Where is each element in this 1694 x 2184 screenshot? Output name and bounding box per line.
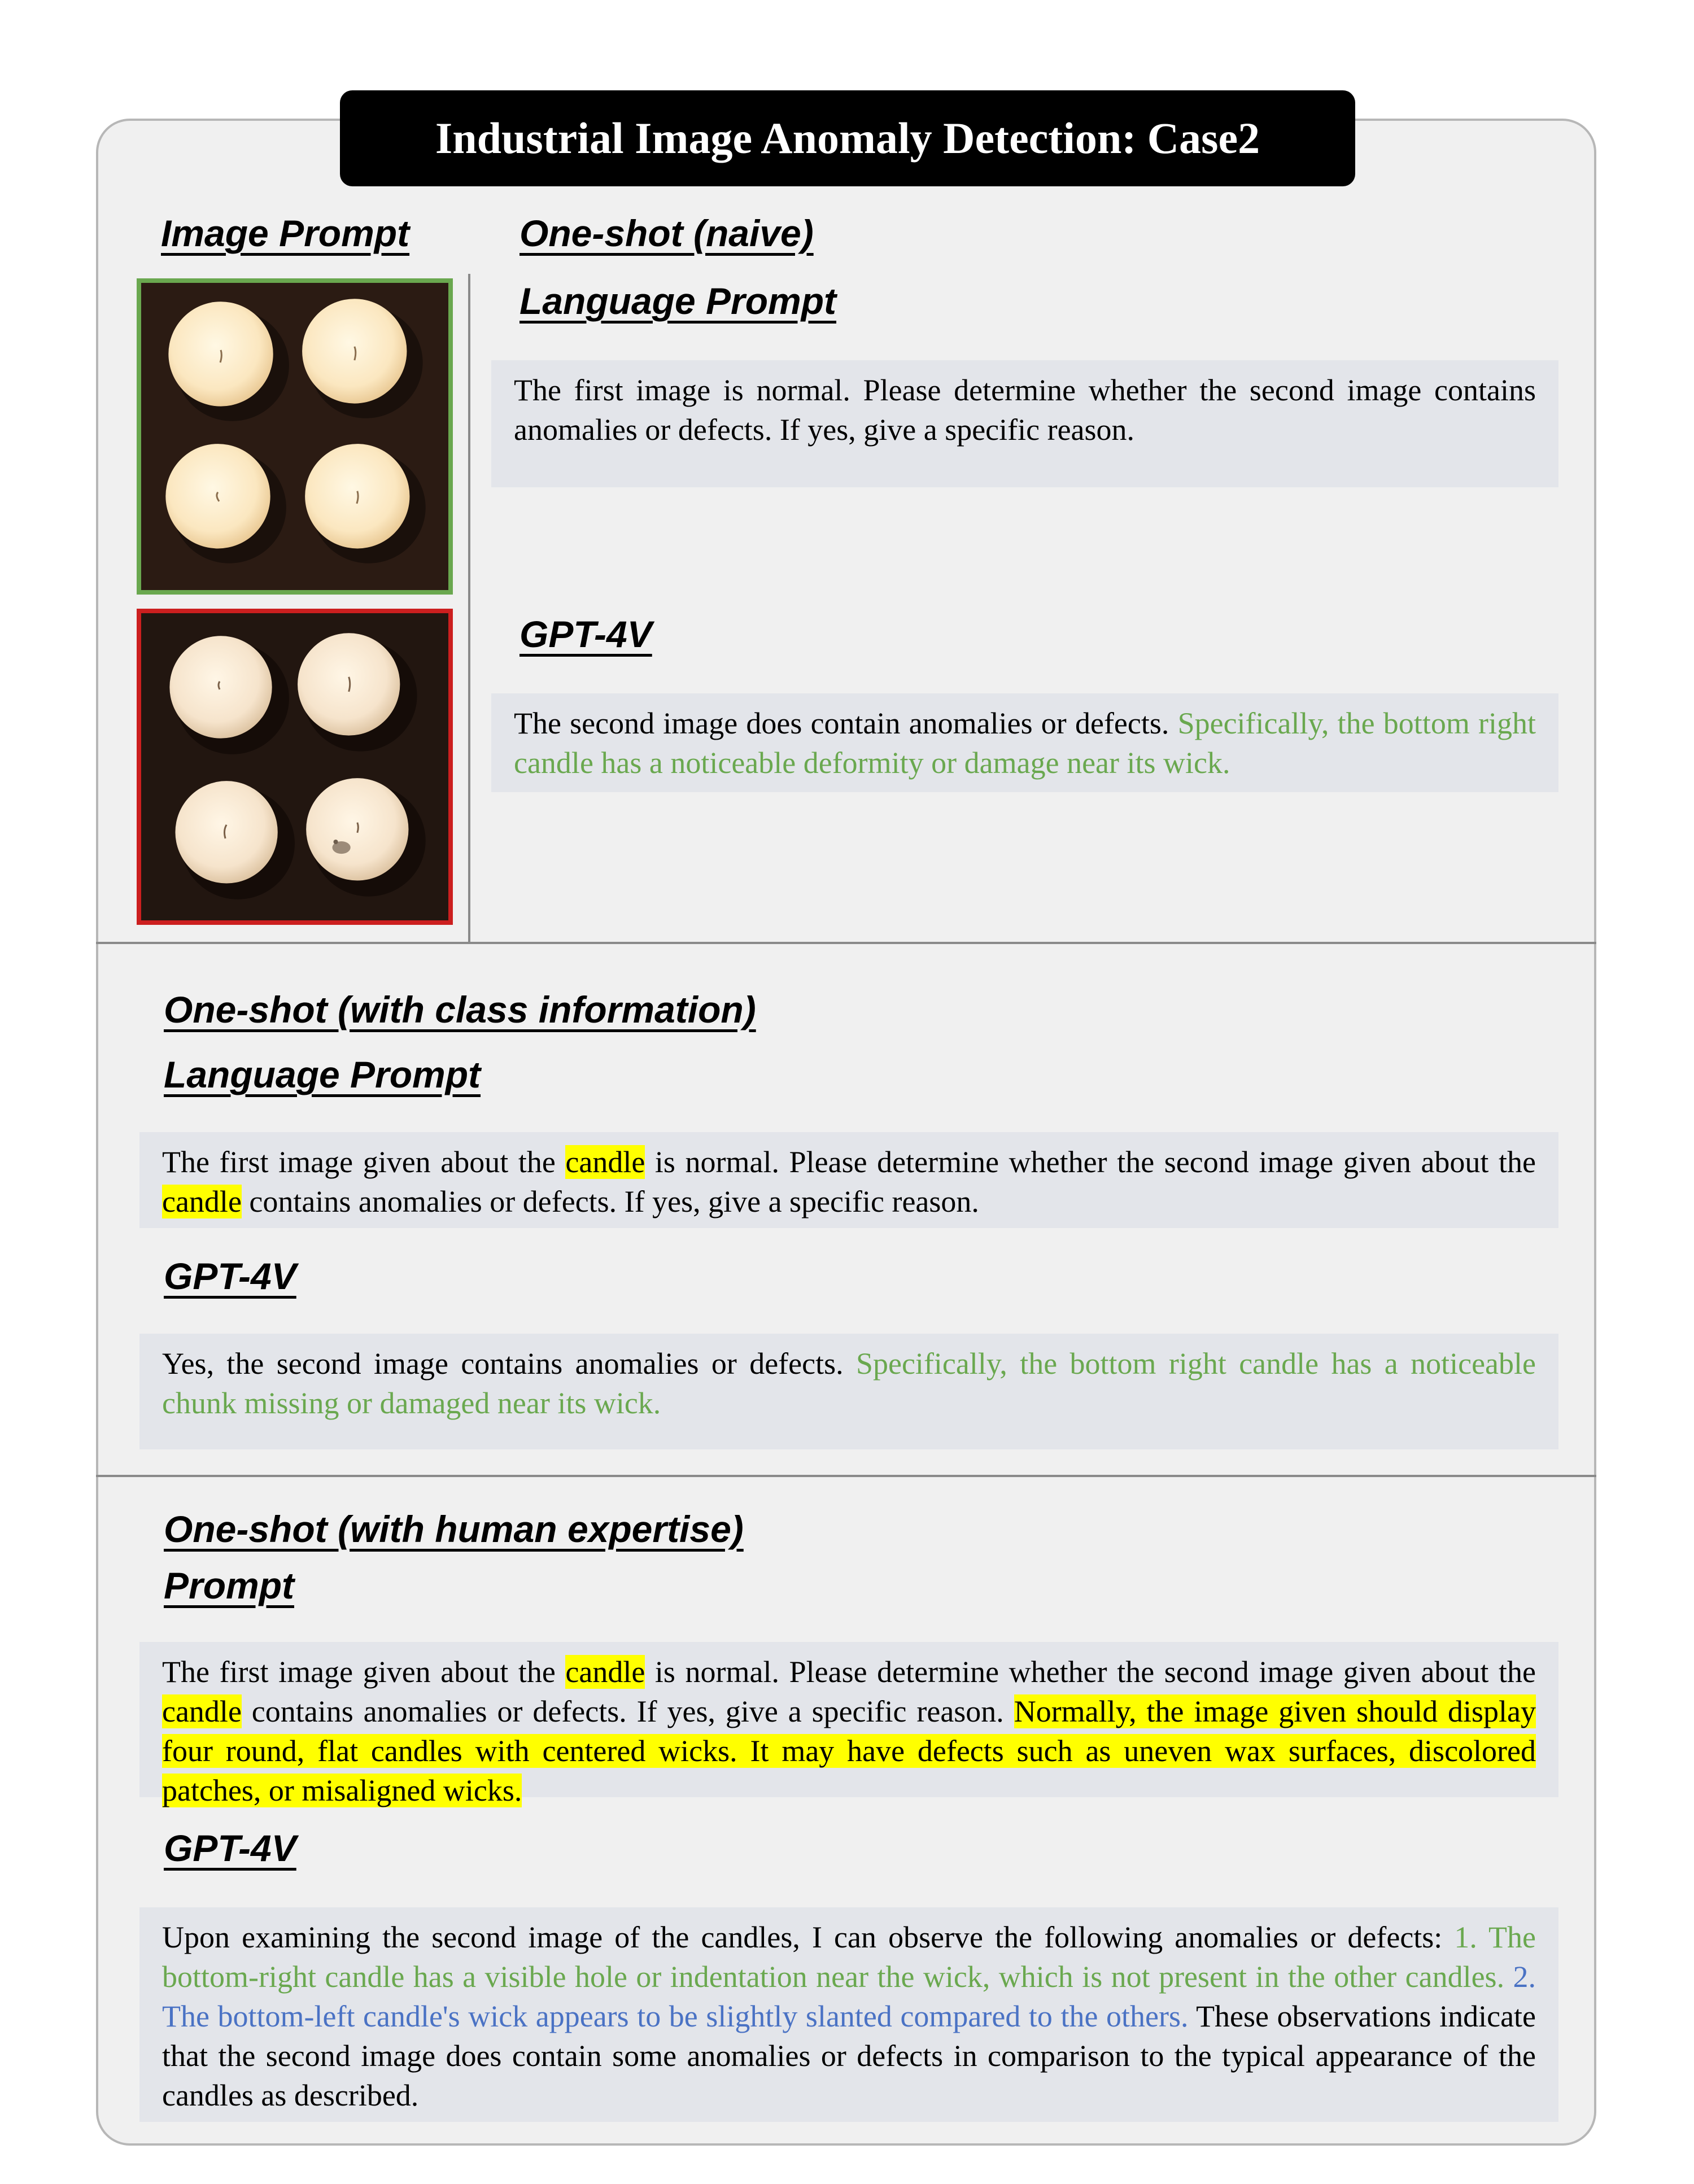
class-keyword: candle [565, 1145, 645, 1179]
expert-knowledge-text: Normally, the image given should display four round, flat candles with centered wicks. It may have defects such as uneven wax surfaces, discolored patches, or misaligned wicks. [162, 1694, 1536, 1807]
naive-response-text: The second image does contain anomalies or defects. [514, 706, 1178, 740]
candle-bottom-left [175, 781, 277, 883]
response-text: These observations indicate that the second image does contain some anomalies or defects in comparison to the typical appearance of the candles as described. [162, 1999, 1536, 2112]
prompt-heading: Prompt [164, 1565, 294, 1606]
prompt-text: The first image given about the [162, 1655, 566, 1689]
language-prompt-heading: Language Prompt [519, 280, 837, 322]
anomalous-candles-image [137, 609, 453, 925]
prompt-text: is normal. Please determine whether the second image given about the [645, 1145, 1536, 1179]
incorrect-finding-text: 2. The bottom-left candle's wick appears to be slightly slanted compared to the others. [162, 1960, 1536, 2033]
candle-bottom-left [165, 444, 270, 548]
class-keyword: candle [162, 1185, 242, 1218]
one-shot-naive-heading: One-shot (naive) [519, 212, 814, 254]
anomalous-candles-graphic [141, 613, 448, 920]
normal-candles-graphic [141, 283, 448, 590]
one-shot-class-info-heading: One-shot (with class information) [164, 989, 756, 1030]
prompt-text: The first image given about the [162, 1145, 566, 1179]
prompt-text: contains anomalies or defects. If yes, give a specific reason. [241, 1185, 979, 1218]
gpt4v-heading: GPT-4V [164, 1827, 296, 1869]
candle-top-right [298, 633, 400, 735]
class-info-prompt-box [139, 1132, 1558, 1228]
normal-candles-image [137, 278, 453, 595]
class-keyword: candle [565, 1655, 645, 1689]
one-shot-human-expertise-heading: One-shot (with human expertise) [164, 1508, 744, 1550]
gpt4v-heading: GPT-4V [519, 613, 652, 655]
section-divider [96, 942, 1596, 944]
naive-response-highlight: Specifically, the bottom right candle has a noticeable deformity or damage near its wick. [514, 706, 1536, 780]
naive-prompt-text: The first image is normal. Please determine whether the second image contains anomalies or defects. If yes, give a specific reason. [514, 373, 1536, 447]
naive-response-box [491, 693, 1558, 792]
correct-finding-text: 1. The bottom-right candle has a visible hole or indentation near the wick, which is not present in the other candles. [162, 1920, 1536, 1994]
column-divider [468, 274, 470, 943]
class-info-response-box [139, 1334, 1558, 1449]
language-prompt-heading: Language Prompt [164, 1054, 481, 1095]
naive-prompt-box [491, 360, 1558, 487]
prompt-text: is normal. Please determine whether the second image given about the [645, 1655, 1536, 1689]
class-keyword: candle [162, 1694, 242, 1728]
response-text: Upon examining the second image of the candles, I can observe the following anomalies or defects: [162, 1920, 1455, 1954]
prompt-text: contains anomalies or defects. If yes, give a specific reason. [241, 1694, 1014, 1728]
section-divider [96, 1475, 1596, 1477]
human-expertise-prompt-box [139, 1642, 1558, 1807]
candle-top-right [302, 299, 407, 403]
gpt4v-heading: GPT-4V [164, 1255, 296, 1297]
page-title: Industrial Image Anomaly Detection: Case2 [340, 90, 1355, 186]
class-info-response-highlight: Specifically, the bottom right candle has a noticeable chunk missing or damaged near its wick. [162, 1347, 1536, 1420]
candle-top-left [169, 636, 272, 738]
class-info-response-text: Yes, the second image contains anomalies or defects. [162, 1347, 856, 1381]
human-expertise-response-box [139, 1907, 1558, 2122]
image-prompt-heading: Image Prompt [161, 212, 410, 254]
